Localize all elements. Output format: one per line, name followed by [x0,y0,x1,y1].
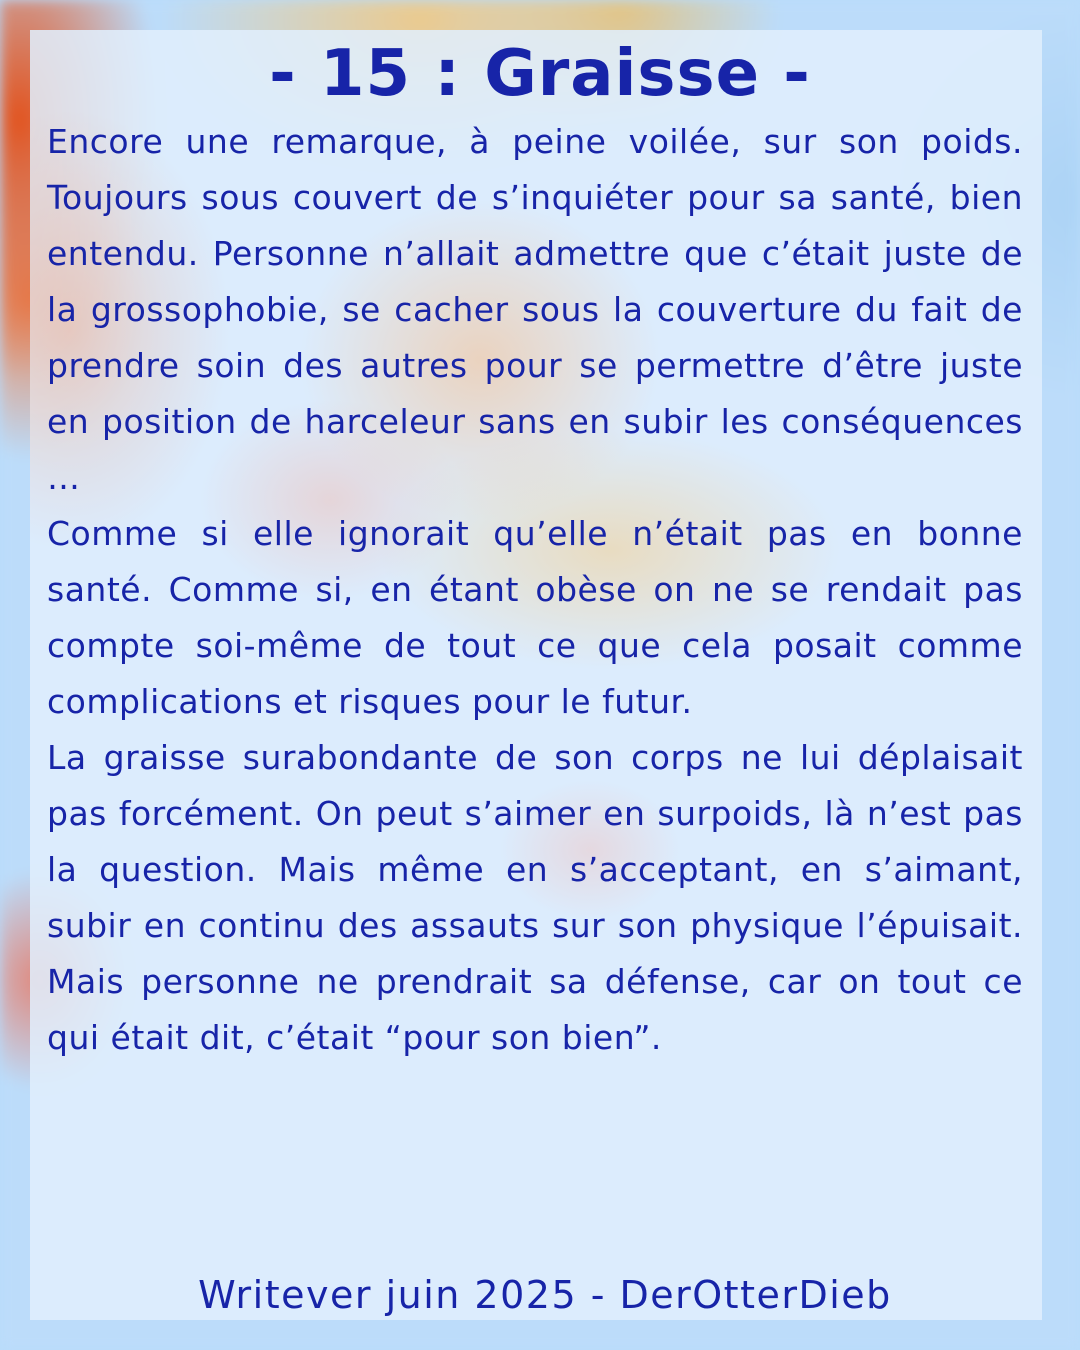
story-paragraph: La graisse surabondante de son corps ne lui déplaisait pas forcément. On peut s’aimer en surpoids, là n’est pas la question. Mais même en s’acceptant, en s’aimant, subir en continu des assauts sur son physique l’épuisait. Mais personne ne prendrait sa défense, car on tout ce qui était dit, c’était “pour son bien”. [47,738,1023,1057]
story-text [47,114,1023,1066]
author-credit: Writever juin 2025 - DerOtterDieb [198,1273,892,1317]
story-paragraph: Comme si elle ignorait qu’elle n’était pas en bonne santé. Comme si, en étant obèse on ne se rendait pas compte soi-même de tout ce que cela posait comme complications et risques pour le futur. [47,514,1023,721]
story-paragraph: Encore une remarque, à peine voilée, sur son poids. Toujours sous couvert de s’inquiéter pour sa santé, bien entendu. Personne n’allait admettre que c’était juste de la grossophobie, se cacher sous la couverture du fait de prendre soin des autres pour se permettre d’être juste en position de harceleur sans en subir les conséquences … [47,122,1023,497]
page-title: - 15 : Graisse - [269,37,811,111]
